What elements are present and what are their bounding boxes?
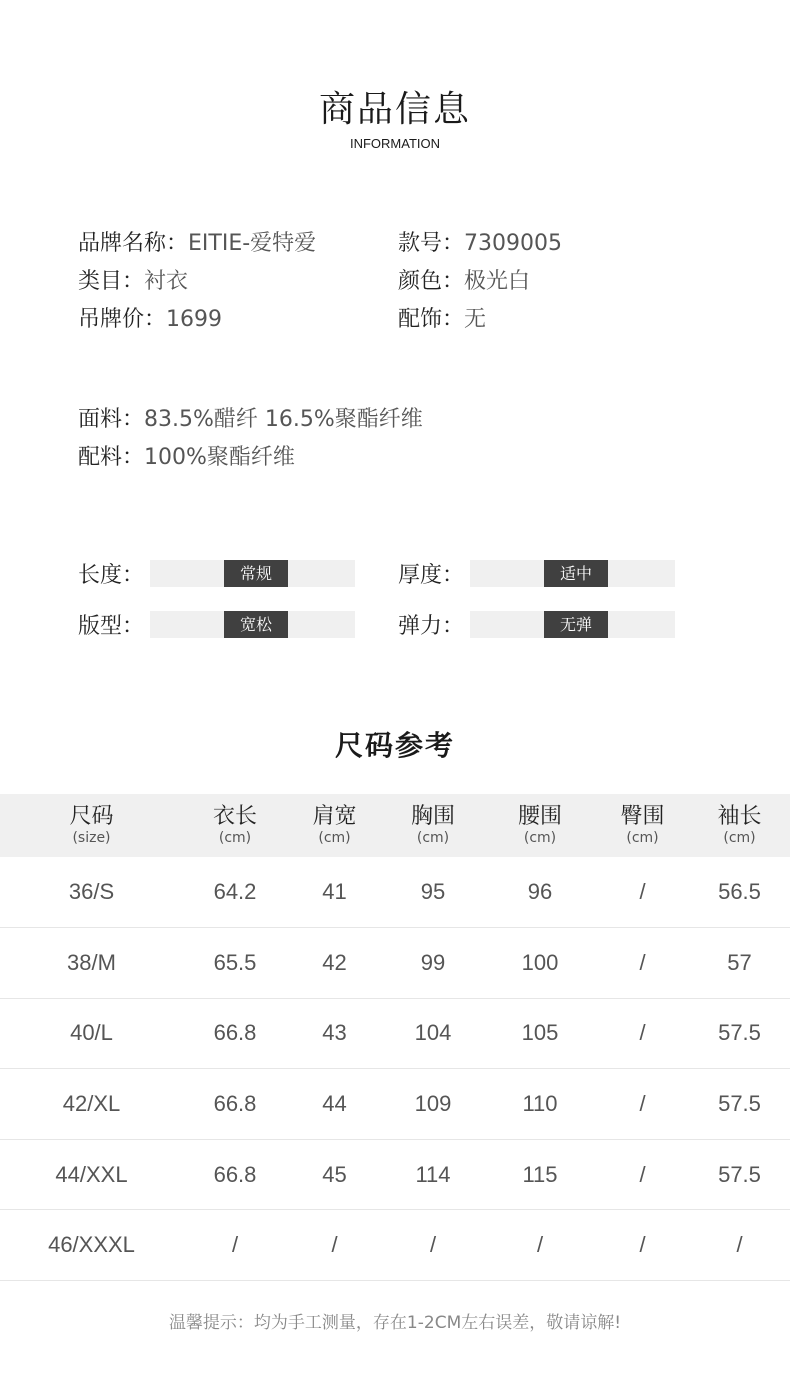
info-label: 款号： (398, 230, 465, 256)
measurement-cell: 66.8 (213, 1020, 257, 1046)
info-value: 1699 (166, 306, 223, 332)
column-name: 腰围 (517, 803, 562, 829)
measurement-cell: 66.8 (213, 1161, 257, 1187)
column-unit: (cm) (626, 829, 659, 846)
measurement-cell: / (639, 1161, 646, 1187)
attribute-label: 版型： (78, 614, 145, 639)
fabric-info (78, 398, 423, 474)
column-header (0, 794, 183, 857)
measurement-cell: 44 (322, 1091, 347, 1117)
product-info-grid (78, 222, 718, 336)
measurement-cell: 45 (322, 1161, 347, 1187)
size-table-body (0, 857, 790, 1281)
column-name: 衣长 (212, 803, 257, 829)
info-row (78, 222, 718, 260)
info-color (398, 264, 718, 295)
info-label: 品牌名称： (78, 230, 189, 256)
attribute-label: 弹力： (398, 614, 465, 639)
fabric-label: 面料： (78, 406, 145, 432)
column-header (287, 794, 382, 857)
info-value: 7309005 (464, 230, 562, 256)
measurement-cell: 115 (522, 1161, 558, 1187)
column-unit: (cm) (416, 829, 450, 846)
measurement-cell: / (231, 1232, 239, 1258)
info-label: 吊牌价： (78, 306, 167, 332)
info-label: 类目： (78, 268, 145, 294)
column-name: 尺码 (69, 803, 114, 829)
section-header (0, 88, 790, 151)
info-category (78, 264, 398, 295)
measurement-cell: / (639, 1232, 646, 1258)
attribute-thickness (398, 558, 718, 589)
measurement-cell: 57.5 (718, 1091, 761, 1117)
fabric-lining (78, 436, 423, 474)
size-chart-title: 尺码参考 (334, 729, 455, 762)
measurement-cell: / (639, 949, 646, 975)
attribute-row (78, 609, 718, 640)
measurement-cell: 57.5 (718, 1161, 761, 1187)
measurement-cell: 56.5 (718, 879, 761, 905)
column-unit: (cm) (318, 829, 351, 846)
column-header (183, 794, 287, 857)
size-cell: 44/XXL (55, 1161, 128, 1187)
measurement-cell: 64.2 (213, 879, 257, 905)
column-name: 袖长 (717, 803, 762, 829)
size-cell: 36/S (68, 879, 115, 905)
fabric-value: 100%聚酯纤维 (144, 444, 295, 470)
column-unit: (size) (72, 829, 111, 846)
info-style-number (398, 226, 718, 257)
attribute-row (78, 558, 718, 589)
column-header (382, 794, 484, 857)
measurement-cell: 110 (522, 1091, 558, 1117)
measurement-cell: 104 (414, 1020, 452, 1046)
info-row (78, 298, 718, 336)
column-unit: (cm) (723, 829, 756, 846)
measurement-cell: 96 (527, 879, 553, 905)
measurement-cell: 66.8 (213, 1091, 257, 1117)
size-cell: 38/M (67, 949, 116, 975)
measurement-cell: / (429, 1232, 437, 1258)
attribute-length (78, 558, 398, 589)
measurement-cell: 95 (420, 879, 446, 905)
measurement-cell: 114 (415, 1161, 451, 1187)
info-value: 衬衣 (144, 268, 189, 294)
measurement-cell: 109 (414, 1091, 452, 1117)
table-row (0, 857, 790, 928)
measurement-cell: / (639, 1020, 646, 1046)
column-unit: (cm) (218, 829, 252, 846)
table-row (0, 1069, 790, 1140)
info-label: 颜色： (398, 268, 465, 294)
measurement-cell: 43 (322, 1020, 347, 1046)
size-table (0, 794, 790, 1281)
table-row (0, 928, 790, 999)
column-header (596, 794, 689, 857)
measurement-cell: / (639, 1091, 646, 1117)
measurement-cell: 41 (322, 879, 347, 905)
page-subtitle: INFORMATION (349, 136, 441, 151)
attribute-tag: 适中 (544, 560, 608, 587)
info-accessory (398, 302, 718, 333)
info-value: 无 (464, 306, 487, 332)
info-value: EITIE-爱特爱 (188, 230, 317, 256)
attribute-scale (150, 611, 355, 638)
table-row (0, 1210, 790, 1281)
fabric-main (78, 398, 423, 436)
size-cell: 46/XXXL (48, 1232, 135, 1258)
attribute-label: 厚度： (398, 563, 465, 588)
column-name: 肩宽 (312, 803, 357, 829)
measurement-cell: 57 (727, 949, 752, 975)
attribute-fit (78, 609, 398, 640)
measurement-cell: / (331, 1232, 338, 1258)
size-cell: 42/XL (62, 1091, 121, 1117)
info-label: 配饰： (398, 306, 465, 332)
measurement-cell: 42 (322, 949, 347, 975)
column-unit: (cm) (523, 829, 557, 846)
measurement-cell: / (736, 1232, 743, 1258)
measurement-cell: 65.5 (213, 949, 257, 975)
fabric-label: 配料： (78, 444, 145, 470)
column-header (689, 794, 790, 857)
attribute-label: 长度： (78, 563, 145, 588)
attribute-elasticity (398, 609, 718, 640)
measurement-cell: 57.5 (718, 1020, 761, 1046)
info-value: 极光白 (464, 268, 531, 294)
attribute-scale (470, 560, 675, 587)
attribute-scale (150, 560, 355, 587)
info-brand (78, 226, 398, 257)
table-row (0, 998, 790, 1069)
measurement-cell: 105 (521, 1020, 559, 1046)
measurement-cell: / (639, 879, 646, 905)
info-price (78, 302, 398, 333)
size-cell: 40/L (70, 1020, 113, 1046)
measurement-cell: 99 (420, 949, 446, 975)
column-name: 胸围 (410, 803, 455, 829)
attribute-tag: 无弹 (544, 611, 608, 638)
measurement-cell: 100 (521, 949, 559, 975)
page-title: 商品信息 (318, 89, 471, 130)
column-header (484, 794, 596, 857)
attribute-scale (470, 611, 675, 638)
measurement-note: 温馨提示：均为手工测量，存在1-2CM左右误差，敬请谅解! (168, 1313, 622, 1333)
fabric-value: 83.5%醋纤 16.5%聚酯纤维 (144, 406, 423, 432)
column-name: 臀围 (620, 803, 665, 829)
attribute-tag: 常规 (224, 560, 288, 587)
info-row (78, 260, 718, 298)
size-table-header (0, 794, 790, 857)
attribute-tag: 宽松 (224, 611, 288, 638)
measurement-cell: / (536, 1232, 544, 1258)
table-row (0, 1139, 790, 1210)
